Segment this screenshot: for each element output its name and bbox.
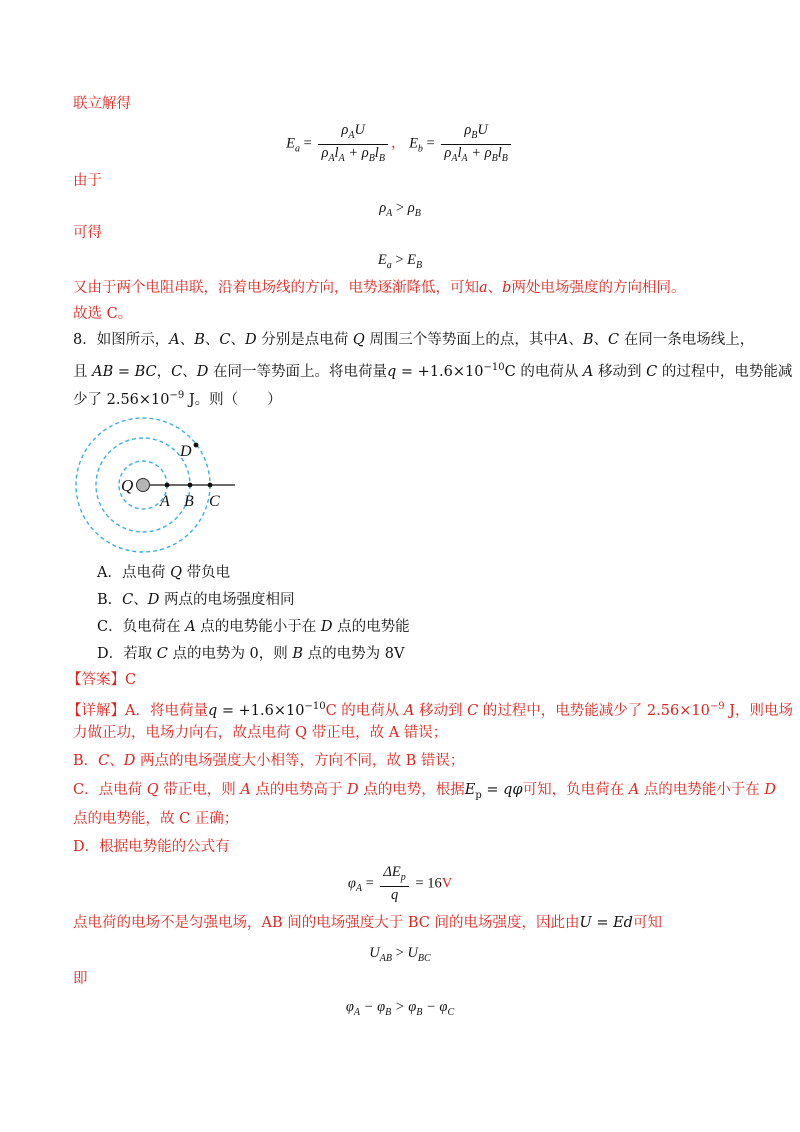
var: − φ: [360, 999, 386, 1015]
text: 点电荷的电场不是匀强电场，AB 间的电场强度大于 BC 间的电场强度，因此由: [73, 915, 580, 931]
text: 点的电势能小于在: [195, 619, 321, 635]
sub: A: [348, 129, 355, 141]
var: D: [347, 782, 359, 798]
var: l: [374, 144, 379, 161]
sub: A: [386, 207, 393, 219]
var: l: [334, 144, 339, 161]
var: C: [219, 332, 231, 348]
option-a[interactable]: [97, 564, 230, 582]
detail-line: 点的电势能，故 C 正确；: [73, 811, 239, 827]
sup: −9: [169, 390, 185, 401]
var: C: [98, 753, 110, 769]
text: 可知，负电荷在: [522, 782, 629, 798]
label-q: Q: [121, 476, 134, 495]
var: C: [607, 332, 620, 348]
answer-value: C: [125, 672, 137, 688]
question-line: [73, 387, 282, 409]
sub: A: [355, 883, 362, 895]
sub: B: [416, 1006, 423, 1018]
var: E: [409, 135, 418, 152]
text: B．: [97, 592, 123, 608]
var: BC: [134, 363, 157, 380]
text-line: 可得: [73, 225, 102, 241]
sub: a: [386, 259, 392, 271]
var: ρ: [379, 200, 387, 216]
var: C: [646, 363, 658, 380]
text: 移动到: [593, 363, 647, 380]
var: U: [354, 122, 365, 138]
var: Q: [146, 782, 159, 798]
var: q: [390, 886, 399, 903]
text-line: 联立解得: [73, 96, 131, 112]
sub: B: [491, 152, 498, 164]
text: ，: [156, 363, 172, 380]
detail-line: D．根据电势能的公式有: [73, 839, 230, 855]
text: =: [113, 363, 135, 380]
operator: =: [361, 875, 378, 892]
var: A: [185, 619, 196, 635]
answer-line: [67, 671, 136, 689]
text: 两点的电场强度相同: [159, 592, 295, 608]
text: 带负电: [181, 565, 231, 581]
text: 移动到: [414, 702, 468, 719]
separator: ，: [390, 135, 406, 152]
var: U: [369, 945, 380, 961]
text: 、: [182, 363, 197, 380]
equation-e: [0, 251, 800, 275]
var: Q: [170, 565, 182, 581]
var: l: [497, 144, 502, 161]
text: J，则电场: [724, 702, 793, 719]
option-b[interactable]: [97, 591, 295, 609]
text: C 的电荷从: [504, 363, 583, 380]
text: 点的电势高于: [250, 782, 348, 798]
var: E: [407, 252, 417, 268]
text: = +1.6×10: [217, 702, 305, 719]
text-line: 故选 C。: [73, 306, 133, 322]
sub: B: [416, 259, 423, 271]
var: D: [147, 592, 160, 608]
text: 两点的电场强度大小相等，方向不同，故 B 错误；: [135, 753, 465, 769]
text: A．点电荷: [97, 565, 171, 581]
var: l: [457, 144, 462, 161]
text: 点的电势能: [332, 619, 410, 635]
text: 、: [568, 332, 583, 348]
text: 分别是点电荷: [256, 332, 353, 348]
var: a: [479, 280, 488, 296]
operator: >: [391, 252, 408, 268]
unit: V: [441, 875, 453, 892]
var: E: [377, 252, 387, 268]
text: 点的电势为 8V: [303, 646, 405, 662]
sub: b: [417, 143, 423, 155]
text: 、: [179, 332, 195, 348]
var: C: [122, 592, 134, 608]
equipotential-figure: [70, 412, 250, 557]
text: C．负电荷在: [97, 619, 186, 635]
fraction: [441, 122, 510, 167]
text: 带正电，则: [158, 782, 241, 798]
text: 且: [73, 363, 93, 380]
text: 、: [487, 280, 503, 296]
equation-phi-diff: [0, 998, 800, 1022]
var: U = Ed: [579, 915, 633, 931]
var: D: [196, 363, 209, 380]
var: φ: [347, 875, 356, 892]
var: A: [169, 332, 180, 348]
text: 8．如图所示，: [73, 332, 170, 348]
var: B: [582, 332, 594, 348]
sub: A: [338, 152, 345, 164]
sub: A: [451, 152, 458, 164]
text: 少了 2.56×10: [73, 391, 170, 408]
var: D: [764, 782, 777, 798]
var: − φ: [422, 999, 448, 1015]
var: = qφ: [481, 782, 523, 798]
var: B: [292, 646, 304, 662]
var: q: [207, 702, 218, 719]
text: 、: [109, 753, 124, 769]
detail-line: 即: [73, 971, 88, 987]
sub: BC: [417, 952, 431, 964]
var: ρ: [321, 144, 329, 161]
text: 在同一等势面上。将电荷量: [208, 363, 388, 380]
text: 的过程中，电势能减: [657, 363, 793, 380]
var: A: [240, 782, 251, 798]
fraction: [318, 122, 387, 167]
sub: A: [328, 152, 335, 164]
question-line: [73, 331, 754, 349]
var: AB: [92, 363, 114, 380]
operator: >: [392, 200, 408, 216]
text: 又由于两个电阻串联，沿着电场线的方向，电势逐渐降低，可知: [73, 280, 479, 296]
var: C: [156, 646, 168, 662]
detail-line: [67, 698, 793, 720]
label-a: A: [160, 493, 170, 510]
sub: B: [471, 129, 478, 141]
point-d: [194, 443, 199, 448]
text: 在同一条电场线上，: [619, 332, 755, 348]
sub: A: [461, 152, 468, 164]
text-line: 由于: [73, 173, 102, 189]
var: E: [286, 135, 296, 152]
sup: −10: [483, 362, 505, 373]
point-b: [188, 483, 193, 488]
text: 点的电势，根据: [358, 782, 465, 798]
var: b: [502, 280, 512, 296]
detail-line: [73, 914, 662, 932]
text: 、: [230, 332, 245, 348]
var: ρ: [444, 144, 452, 161]
var: D: [320, 619, 333, 635]
var: q: [387, 363, 397, 380]
var: D: [244, 332, 257, 348]
var: ρ: [464, 122, 472, 138]
var: A: [582, 363, 594, 380]
var: B: [194, 332, 205, 348]
option-c[interactable]: [97, 618, 410, 636]
text: 点的电势为 0，则: [167, 646, 293, 662]
detail-line: 力做正功，电场力向右，故点电荷 Q 带正电，故 A 错误；: [73, 725, 448, 741]
var: C: [467, 702, 479, 719]
var: ΔE: [383, 864, 401, 880]
detail-line: [73, 781, 776, 805]
var: φ: [345, 999, 354, 1015]
label-b: B: [184, 493, 194, 510]
sup: −9: [709, 701, 725, 712]
equation-phi-a: [0, 864, 800, 904]
operator: > φ: [391, 999, 417, 1015]
answer-label: 【答案】: [67, 672, 125, 688]
var: A: [628, 782, 640, 798]
text: J。则（ ）: [184, 391, 282, 408]
text: 点的电势能小于在: [639, 782, 765, 798]
var: U: [407, 945, 418, 961]
equals: =: [303, 135, 312, 152]
detail-line: [73, 752, 464, 770]
label-d: D: [180, 443, 192, 460]
sub: A: [353, 1006, 361, 1018]
var: C: [171, 363, 183, 380]
var: ρ: [341, 122, 349, 138]
sub: B: [501, 152, 508, 164]
equation-rho: [0, 199, 800, 223]
question-line: [73, 359, 792, 381]
text: 周围三个等势面上的点，其中: [364, 332, 558, 348]
text: B．: [73, 753, 99, 769]
option-d[interactable]: [97, 645, 404, 663]
fraction: [380, 864, 408, 904]
var: E: [464, 782, 476, 798]
text: = +1.6×10: [396, 363, 484, 380]
var: D: [123, 753, 136, 769]
text: D．若取: [97, 646, 157, 662]
sub: a: [295, 143, 301, 155]
point-charge-q: [137, 479, 150, 492]
sub: B: [414, 207, 421, 219]
var: ρ: [407, 200, 415, 216]
sub: C: [447, 1006, 455, 1018]
var: + ρ: [467, 144, 492, 161]
text: 两处电场强度的方向相同。: [511, 280, 686, 296]
text: 、: [593, 332, 608, 348]
sub: B: [378, 152, 385, 164]
equation-ea-eb: [0, 122, 800, 162]
text: C．点电荷: [73, 782, 147, 798]
operator: >: [392, 945, 408, 961]
var: Q: [352, 332, 365, 348]
var: U: [477, 122, 488, 138]
text: C 的电荷从: [325, 702, 404, 719]
point-a: [165, 483, 170, 488]
var: A: [403, 702, 415, 719]
sub: p: [400, 871, 406, 883]
var: A: [557, 332, 569, 348]
text: 、: [133, 592, 148, 608]
text: 、: [204, 332, 220, 348]
text: 的过程中，电势能减少了 2.56×10: [478, 702, 710, 719]
text-line: [73, 279, 685, 297]
var: + ρ: [344, 144, 369, 161]
sub: AB: [379, 952, 392, 964]
equation-u: [0, 944, 800, 968]
sub: p: [475, 789, 482, 801]
equals: =: [426, 135, 435, 152]
point-c: [208, 483, 213, 488]
sup: −10: [304, 701, 326, 712]
sub: B: [368, 152, 375, 164]
text: 可知: [632, 915, 662, 931]
value: = 16: [411, 875, 442, 892]
label-c: C: [209, 493, 220, 510]
sub: B: [385, 1006, 392, 1018]
text: 【详解】A．将电荷量: [67, 702, 208, 719]
